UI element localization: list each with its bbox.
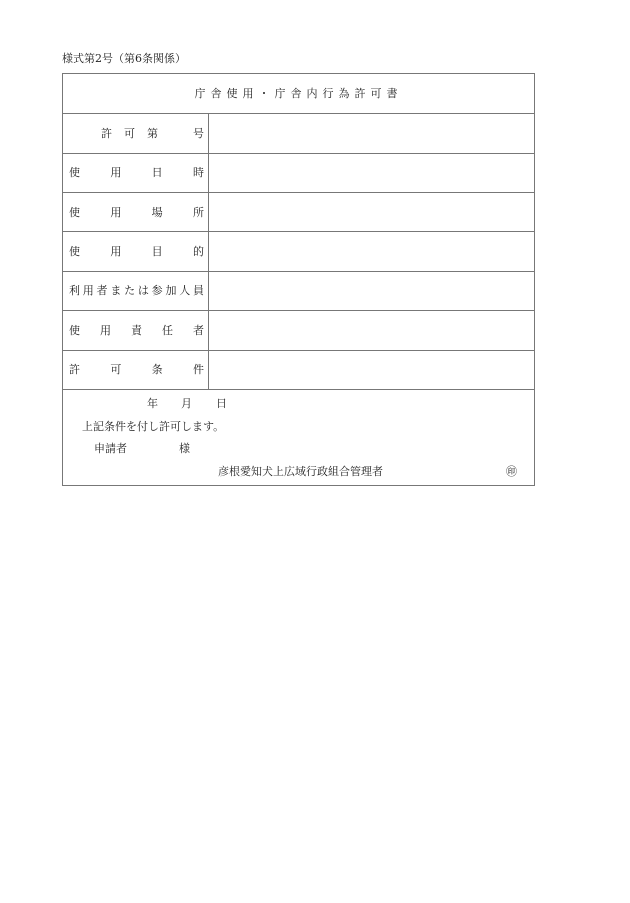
form-row bbox=[63, 192, 534, 233]
row-value-field[interactable] bbox=[209, 349, 534, 389]
seal-mark: ㊞ bbox=[506, 465, 517, 478]
issuer-name: 彦根愛知犬上広域行政組合管理者 bbox=[218, 465, 383, 478]
row-label bbox=[63, 231, 235, 271]
honorific-label: 様 bbox=[179, 442, 190, 455]
form-row bbox=[63, 310, 534, 351]
row-value-field[interactable] bbox=[209, 192, 534, 232]
year-label: 年 bbox=[147, 397, 158, 410]
row-label bbox=[63, 310, 224, 350]
row-label bbox=[63, 192, 235, 232]
row-label bbox=[63, 152, 235, 192]
row-value-field[interactable] bbox=[209, 231, 534, 271]
row-value-field[interactable] bbox=[209, 271, 534, 311]
row-label bbox=[63, 271, 209, 311]
applicant-label: 申請者 bbox=[94, 442, 127, 455]
form-row bbox=[63, 271, 534, 312]
day-label: 日 bbox=[216, 397, 227, 410]
form-row bbox=[63, 152, 534, 193]
form-row bbox=[63, 113, 534, 154]
row-label-text: 許可条件 bbox=[69, 363, 235, 377]
row-label bbox=[63, 113, 216, 153]
form-title: 庁舎使用・庁舎内行為許可書 bbox=[63, 74, 534, 114]
row-label-text: 利用者または参加人員 bbox=[69, 284, 207, 298]
permit-statement: 上記条件を付し許可します。 bbox=[82, 420, 225, 433]
row-label-text: 許可第 号 bbox=[101, 126, 216, 140]
row-label-text: 使用目的 bbox=[69, 244, 235, 258]
form-row bbox=[63, 231, 534, 272]
month-label: 月 bbox=[181, 397, 192, 410]
row-value-field[interactable] bbox=[209, 310, 534, 350]
row-label-text: 使用場所 bbox=[69, 205, 235, 219]
row-value-field[interactable] bbox=[209, 113, 534, 153]
permit-form bbox=[62, 73, 535, 486]
form-number: 様式第2号（第6条関係） bbox=[62, 52, 186, 65]
row-label-text: 使用責任者 bbox=[69, 323, 224, 337]
form-row bbox=[63, 349, 534, 390]
row-label bbox=[63, 349, 235, 389]
row-value-field[interactable] bbox=[209, 152, 534, 192]
row-label-text: 使用日時 bbox=[69, 166, 235, 180]
